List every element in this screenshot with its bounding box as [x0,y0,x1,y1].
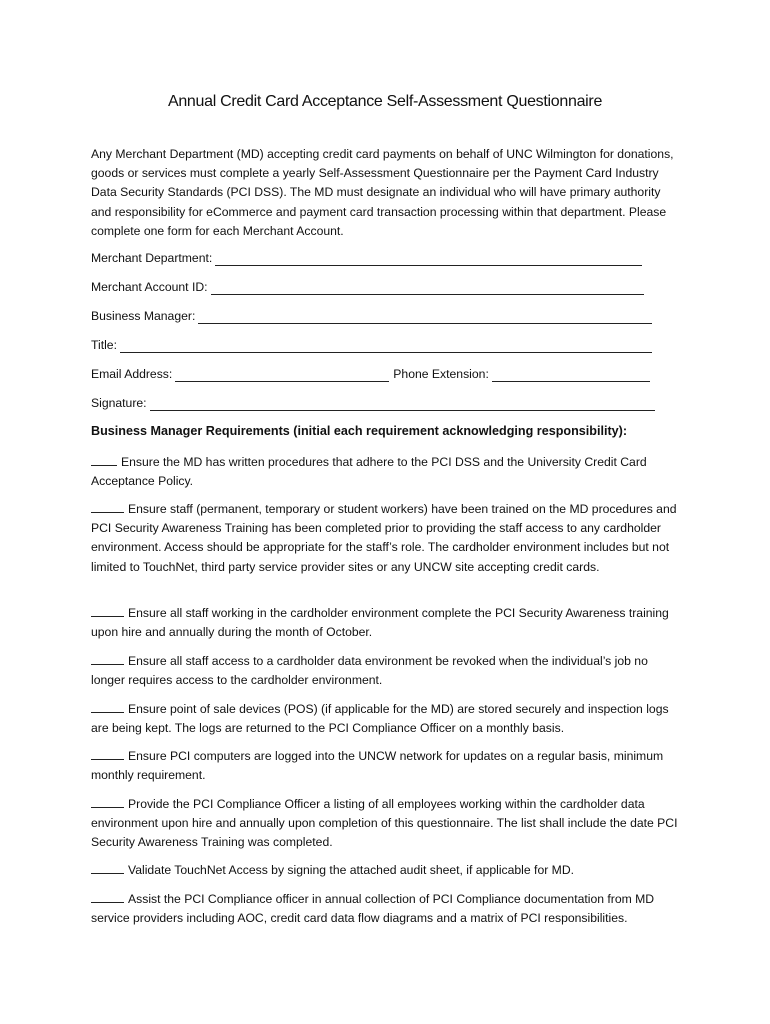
initial-field[interactable] [91,795,124,808]
intro-paragraph: Any Merchant Department (MD) accepting credit card payments on behalf of UNC Wilmington for donations, goods or services must complete a yearly Self-Assessment Questionnaire per the Payment Card Industry Data Security Standards (PCI DSS). The MD must designate an individual who will have primary authority and responsibility for eCommerce and payment card transaction processing within that department. Please complete one form for each Merchant Account. [91,147,674,238]
business-manager-field[interactable] [198,310,652,324]
requirement-text: Provide the PCI Compliance Officer a listing of all employees working within the cardholder data environment upon hire and annually upon completion of this questionnaire. The list shall include the date PCI Security Awareness Training was completed. [91,797,678,850]
requirement-text: Ensure all staff access to a cardholder data environment be revoked when the individual’s job no longer requires access to the cardholder environment. [91,654,648,688]
title-row [91,335,652,353]
requirement-text: Assist the PCI Compliance officer in annual collection of PCI Compliance documentation from MD service providers including AOC, credit card data flow diagrams and a matrix of PCI responsibilities. [91,892,655,926]
business-manager-label: Business Manager: [91,309,196,323]
requirement-item [91,453,681,491]
merchant-department-row [91,248,642,266]
signature-field[interactable] [150,397,655,411]
initial-field[interactable] [91,861,124,874]
initial-field[interactable] [91,700,124,713]
merchant-account-id-label: Merchant Account ID: [91,280,208,294]
title-field[interactable] [120,339,652,353]
phone-extension-field[interactable] [492,368,650,382]
business-manager-row [91,306,652,324]
requirement-item [91,861,681,880]
initial-field[interactable] [91,500,124,513]
signature-label: Signature: [91,396,147,410]
requirement-item [91,747,681,785]
merchant-account-id-field[interactable] [211,281,644,295]
merchant-department-field[interactable] [215,252,642,266]
requirement-item [91,652,681,690]
email-address-label: Email Address: [91,367,173,381]
initial-field[interactable] [91,604,124,617]
initial-field[interactable] [91,453,117,466]
requirement-text: Ensure staff (permanent, temporary or student workers) have been trained on the MD procedures and PCI Security Awareness Training has been completed prior to providing the staff access to any cardholder environment. Access should be appropriate for the staff’s role. The cardholder environment includes but not limited to TouchNet, third party service provider sites or any UNCW site accepting credit cards. [91,502,677,574]
requirement-item [91,795,681,853]
requirement-text: Ensure all staff working in the cardholder environment complete the PCI Security Awareness training upon hire and annually during the month of October. [91,606,669,640]
merchant-department-label: Merchant Department: [91,251,213,265]
requirement-item [91,700,681,738]
requirement-text: Ensure the MD has written procedures that adhere to the PCI DSS and the University Credit Card Acceptance Policy. [91,455,647,489]
merchant-account-id-row [91,277,644,295]
requirements-heading: Business Manager Requirements (initial each requirement acknowledging responsibility): [91,424,628,438]
email-phone-row [91,364,650,382]
requirement-text: Ensure point of sale devices (POS) (if applicable for the MD) are stored securely and inspection logs are being kept. The logs are returned to the PCI Compliance Officer on a monthly basis. [91,702,669,736]
signature-row [91,393,655,411]
initial-field[interactable] [91,890,124,903]
initial-field[interactable] [91,652,124,665]
phone-extension-label: Phone Extension: [393,367,489,381]
requirement-text: Validate TouchNet Access by signing the attached audit sheet, if applicable for MD. [128,863,575,877]
initial-field[interactable] [91,747,124,760]
requirement-item [91,500,681,577]
requirement-text: Ensure PCI computers are logged into the UNCW network for updates on a regular basis, minimum monthly requirement. [91,749,664,783]
requirement-item [91,890,681,928]
title-label: Title: [91,338,117,352]
document-title: Annual Credit Card Acceptance Self-Assessment Questionnaire [167,93,603,110]
requirement-item [91,604,681,642]
email-address-field[interactable] [175,368,389,382]
